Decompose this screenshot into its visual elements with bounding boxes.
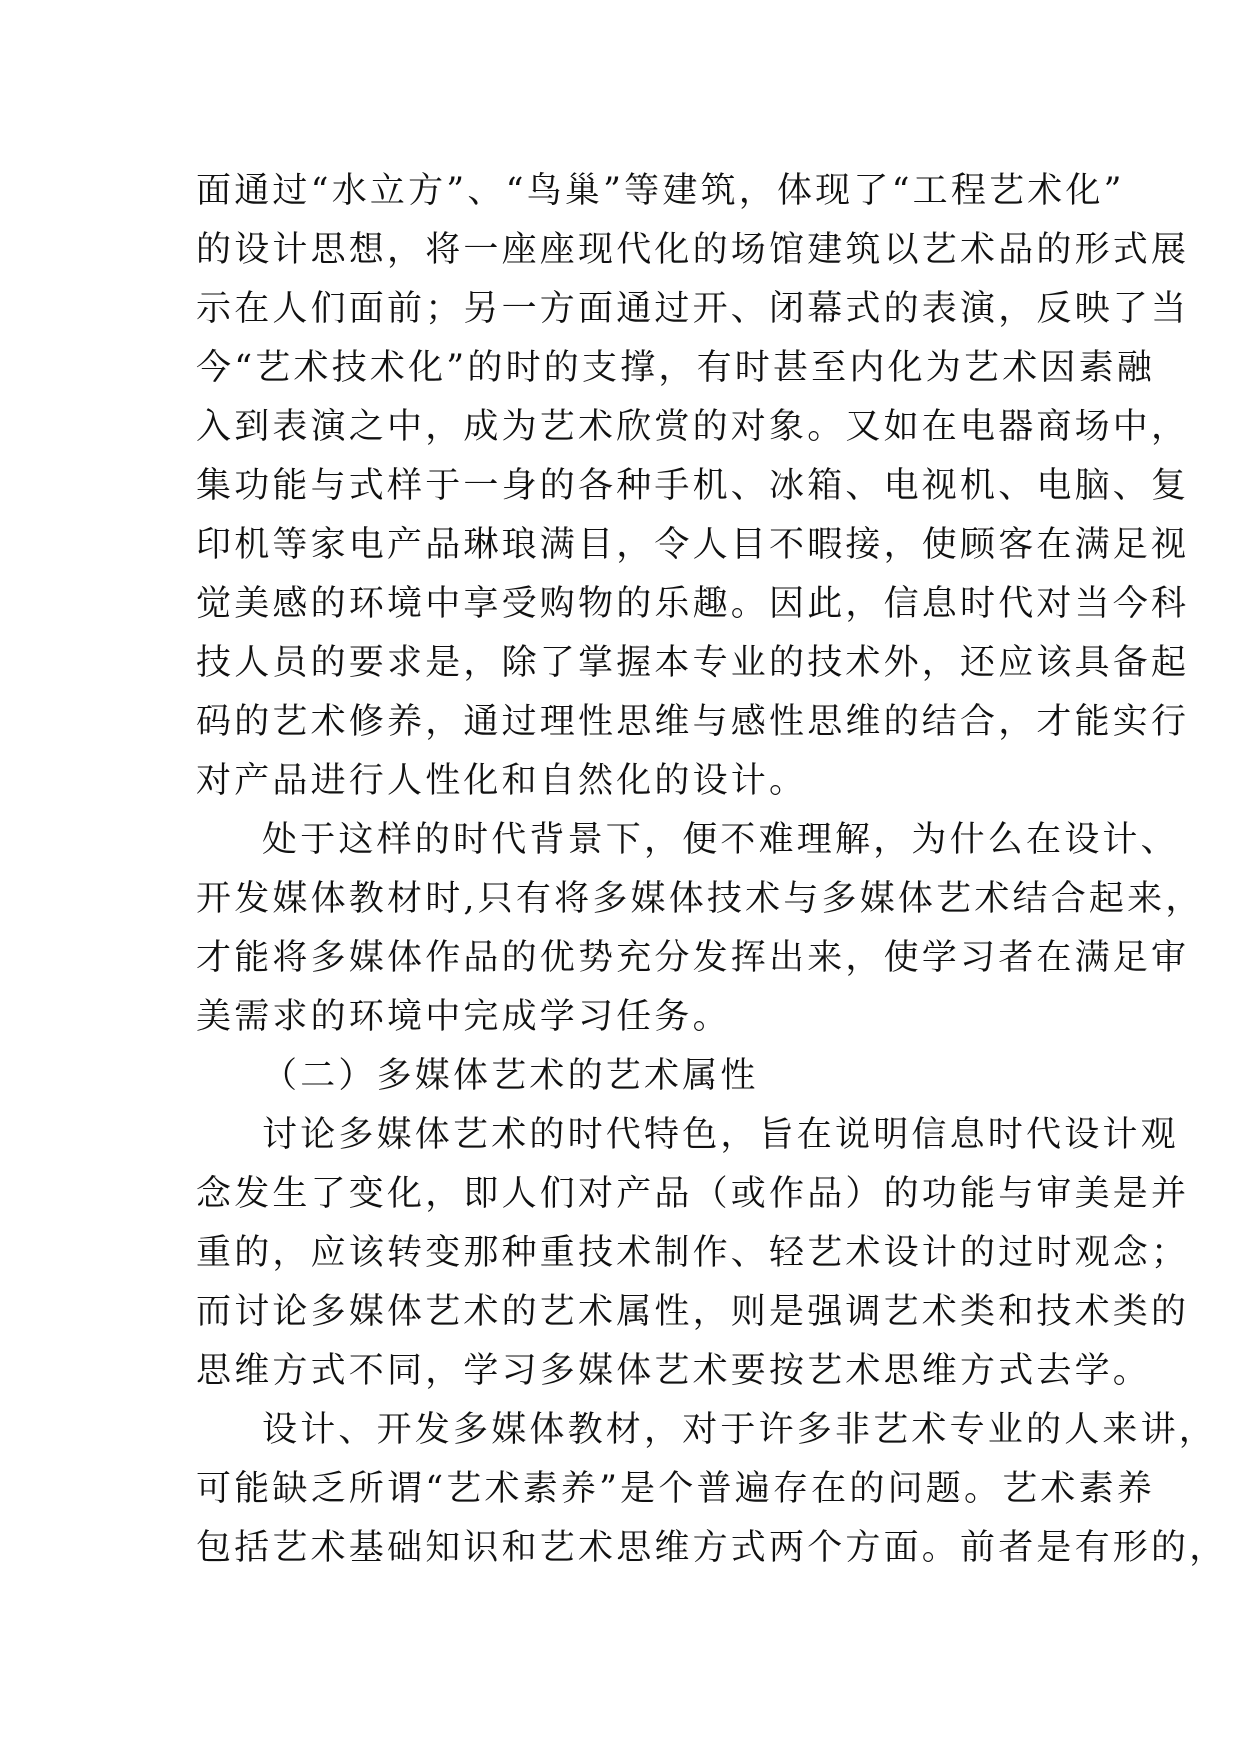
text-line: 而讨论多媒体艺术的艺术属性，则是强调艺术类和技术类的 <box>196 1292 1190 1332</box>
text-line: 思维方式不同，学习多媒体艺术要按艺术思维方式去学。 <box>196 1351 1152 1391</box>
text-line: 入到表演之中，成为艺术欣赏的对象。又如在电器商场中， <box>196 407 1190 447</box>
text-line: 开发媒体教材时,只有将多媒体技术与多媒体艺术结合起来， <box>196 879 1204 919</box>
text-line: 印机等家电产品琳琅满目，令人目不暇接，使顾客在满足视 <box>196 525 1190 565</box>
text-line: 码的艺术修养，通过理性思维与感性思维的结合，才能实行 <box>196 702 1190 742</box>
text-line: 觉美感的环境中享受购物的乐趣。因此，信息时代对当今科 <box>196 584 1190 624</box>
text-line: （二）多媒体艺术的艺术属性 <box>262 1056 759 1096</box>
text-line: 示在人们面前；另一方面通过开、闭幕式的表演，反映了当 <box>196 289 1190 329</box>
text-line: 处于这样的时代背景下，便不难理解，为什么在设计、 <box>262 820 1179 860</box>
text-line: 美需求的环境中完成学习任务。 <box>196 997 731 1037</box>
text-line: 才能将多媒体作品的优势充分发挥出来，使学习者在满足审 <box>196 938 1190 978</box>
text-line: 念发生了变化，即人们对产品（或作品）的功能与审美是并 <box>196 1174 1190 1214</box>
text-line: 集功能与式样于一身的各种手机、冰箱、电视机、电脑、复 <box>196 466 1190 506</box>
text-line: 面通过“水立方”、“鸟巢”等建筑，体现了“工程艺术化” <box>196 171 1125 211</box>
text-line: 对产品进行人性化和自然化的设计。 <box>196 761 808 801</box>
text-line: 今“艺术技术化”的时的支撑，有时甚至内化为艺术因素融 <box>196 348 1155 388</box>
text-line: 重的，应该转变那种重技术制作、轻艺术设计的过时观念； <box>196 1233 1190 1273</box>
body-text <box>196 162 1228 1578</box>
text-line: 的设计思想，将一座座现代化的场馆建筑以艺术品的形式展 <box>196 230 1190 270</box>
text-line: 讨论多媒体艺术的时代特色，旨在说明信息时代设计观 <box>262 1115 1179 1155</box>
text-line: 技人员的要求是，除了掌握本专业的技术外，还应该具备起 <box>196 643 1190 683</box>
text-line: 可能缺乏所谓“艺术素养”是个普遍存在的问题。艺术素养 <box>196 1469 1155 1509</box>
text-line: 设计、开发多媒体教材，对于许多非艺术专业的人来讲， <box>262 1410 1218 1450</box>
text-line: 包括艺术基础知识和艺术思维方式两个方面。前者是有形的， <box>196 1528 1228 1568</box>
